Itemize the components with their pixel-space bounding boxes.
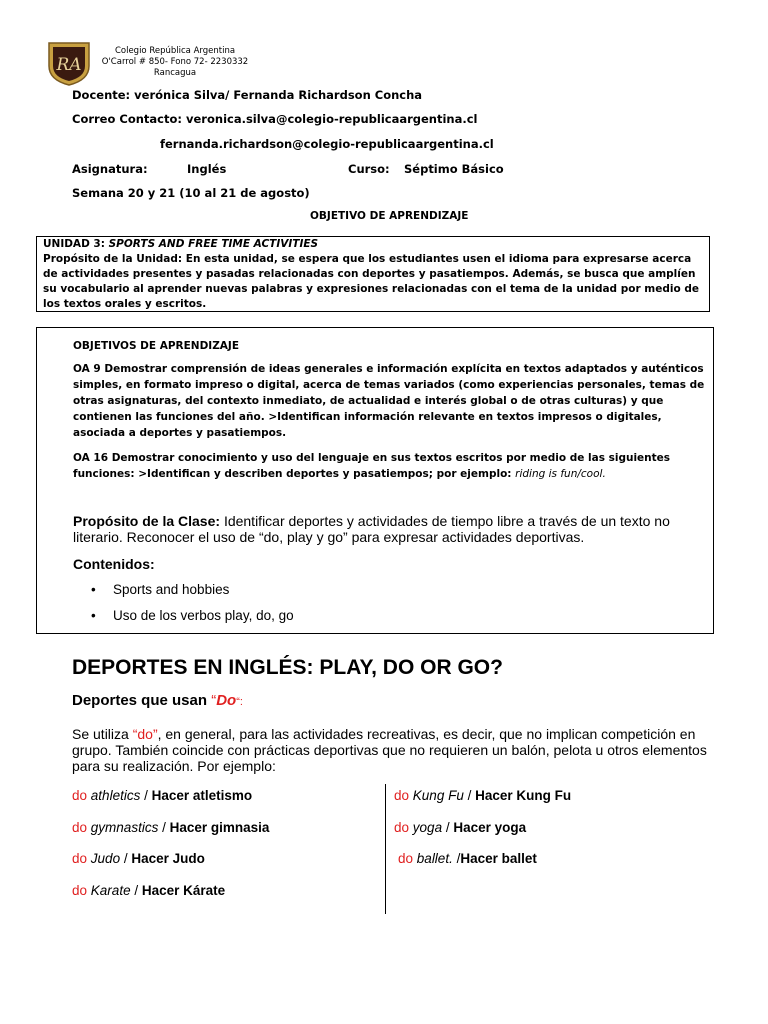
sport-verb: do [394,820,410,835]
logo-monogram: RA [56,55,82,75]
bullet-text: Uso de los verbos play, do, go [113,608,294,623]
sport-sep: / [463,788,476,803]
unidad-proposito-label: Propósito de la Unidad: [43,253,183,265]
correo-1: veronica.silva@colegio-republicaargentina.cl [186,112,478,126]
oa9-text: Demostrar comprensión de ideas generales e información explícita en textos adaptados y auténticos simples, en formato impreso o digital, acerca de temas variados (como experiencias personales, temas de otras asignaturas, del contexto inmediato, de actualidad e interés global o de otras culturas) y que contienen las funciones del año. >Identifican información relevante en textos impresos o digitales, asociada a deportes y pasatiempos. [73,363,705,439]
contenidos-label: Contenidos: [73,556,155,572]
sport-en: gymnastics [90,820,159,835]
sport-item [72,820,269,835]
sport-verb: do [72,820,88,835]
sport-verb: do [72,788,88,803]
oa16-text: Demostrar conocimiento y uso del lenguaje en sus textos escritos por medio de las siguientes funciones: >Identifican y describen deportes y pasatiempos; por ejemplo: [73,452,671,480]
asignatura-label: Asignatura: [72,162,148,176]
subtitle-close-quote: “: [236,696,243,708]
clase-proposito [73,513,703,545]
sport-es: Hacer gimnasia [169,820,270,835]
sport-item [398,851,537,866]
oa16-label: OA 16 [73,452,109,464]
correo-label: Correo Contacto: [72,112,182,126]
sport-es: Hacer atletismo [151,788,253,803]
unidad-proposito [43,252,703,312]
oa9-block [73,361,705,441]
sport-en: athletics [90,788,141,803]
sport-sep: / [452,851,461,866]
sport-verb: do [394,788,410,803]
oa16-block [73,450,705,482]
objetivo-heading: OBJETIVO DE APRENDIZAJE [310,210,469,222]
unidad-box [36,236,710,312]
para-part-2: , en general, para las actividades recreativas, es decir, que no implican competición en grupo. También coincide con prácticas deportivas que no requieren un balón, pelota u otros elementos para su realización. Por ejemplo: [72,726,707,774]
bullet-text: Sports and hobbies [113,582,230,597]
sport-es: Hacer Kung Fu [475,788,572,803]
sport-en: Judo [90,851,121,866]
subtitle-open-quote: “ [211,692,217,709]
intro-paragraph [72,726,712,774]
sport-en: Kung Fu [412,788,464,803]
para-part-1: Se utiliza [72,726,133,742]
docente-label: Docente: [72,88,131,102]
unidad-label: UNIDAD 3: [43,238,105,250]
school-city: Rancagua [153,68,197,78]
oa9-label: OA 9 [73,363,101,375]
asignatura-value: Inglés [187,162,227,176]
sport-es: Hacer Judo [131,851,205,866]
sport-sep: / [140,788,152,803]
semana-line: Semana 20 y 21 (10 al 21 de agosto) [72,186,310,200]
sport-es: Hacer ballet [460,851,537,866]
sport-verb: do [72,883,88,898]
school-header [100,46,250,79]
unidad-title-line [43,237,703,252]
correo-line [72,112,478,126]
sport-es: Hacer Kárate [141,883,226,898]
para-do: “do” [132,726,158,742]
unidad-title: SPORTS AND FREE TIME ACTIVITIES [108,238,319,250]
school-logo [46,40,92,86]
sport-sep: / [120,851,132,866]
subtitle-prefix: Deportes que usan [72,692,212,709]
oa16-example: riding is fun/cool. [515,468,606,480]
section-subtitle [72,692,243,709]
sport-item [72,851,205,866]
page-title: DEPORTES EN INGLÉS: PLAY, DO OR GO? [72,656,503,679]
sport-es: Hacer yoga [453,820,527,835]
objetivos-box [36,327,714,634]
sport-verb: do [398,851,414,866]
sport-item [394,788,571,803]
sport-item [394,820,526,835]
sport-item [72,883,225,898]
sport-en: Karate [90,883,131,898]
clase-proposito-label: Propósito de la Clase: [73,513,221,529]
column-divider [385,784,386,914]
docente-value: verónica Silva/ Fernanda Richardson Concha [134,88,423,102]
docente-line [72,88,422,102]
clase-proposito-text: Identificar deportes y actividades de tiempo libre a través de un texto no literario. Reconocer el uso de “do, play y go” para expresar actividades deportivas. [73,513,670,545]
sport-verb: do [72,851,88,866]
list-item [91,582,229,597]
objetivos-heading: OBJETIVOS DE APRENDIZAJE [73,340,240,352]
unidad-proposito-text: En esta unidad, se espera que los estudiantes usen el idioma para expresarse acerca de actividades presentes y pasadas relacionadas con deportes y pasatiempos. Además, se busca que amplíen su vocabulario al aprender nuevas palabras y expresiones relacionadas con el tema de la unidad por medio de los textos orales y escritos. [43,253,699,310]
school-name: Colegio República Argentina [114,46,236,56]
sport-sep: / [130,883,142,898]
sport-sep: / [158,820,170,835]
sport-item [72,788,252,803]
sport-en: ballet. [416,851,453,866]
bullet-icon: • [91,582,96,597]
school-address: O'Carrol # 850- Fono 72- 2230332 [101,57,249,67]
subtitle-do: Do [216,692,237,709]
sport-en: yoga [412,820,443,835]
bullet-icon: • [91,608,96,623]
curso-label: Curso: [348,162,390,176]
list-item [91,608,294,623]
correo-2: fernanda.richardson@colegio-republicaargentina.cl [160,137,494,151]
sport-sep: / [442,820,454,835]
curso-value: Séptimo Básico [404,162,504,176]
